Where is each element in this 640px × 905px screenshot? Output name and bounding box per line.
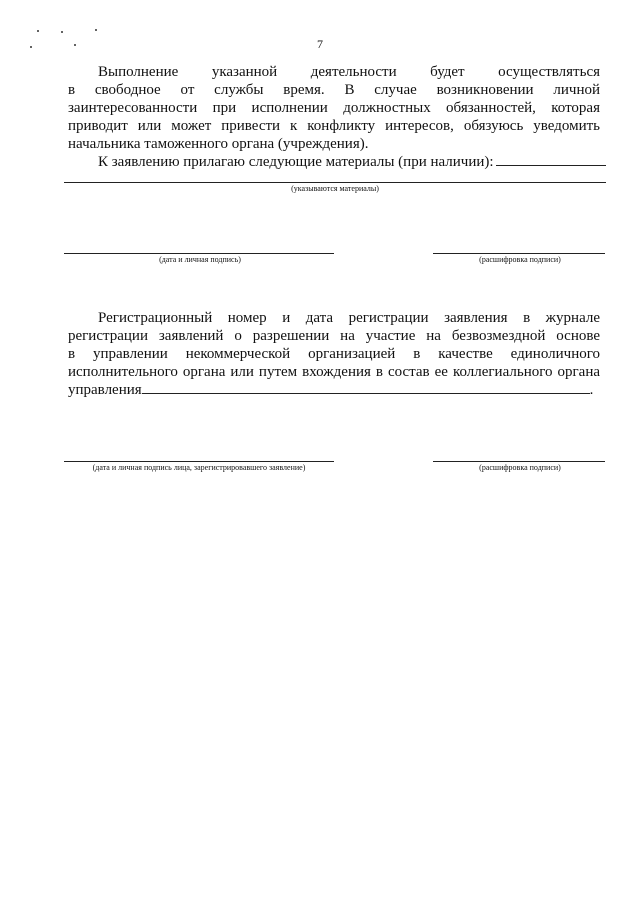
- registration-prefix: управления: [68, 382, 142, 398]
- paragraph-line: начальника таможенного органа (учреждения).: [68, 136, 369, 152]
- signature-date-line: [64, 253, 334, 254]
- attachments-fill-line: [496, 153, 606, 166]
- paragraph-activity-statement: [68, 63, 600, 153]
- registrar-date-line: [64, 461, 334, 462]
- paragraph-line: в свободное от службы время. В случае возникновении личной: [68, 82, 600, 98]
- registration-fill-line: [142, 381, 590, 394]
- paragraph-line: приводит или может привести к конфликту интересов, обязуюсь уведомить: [68, 118, 600, 134]
- scan-speck: [61, 31, 63, 33]
- attachments-line: [64, 182, 606, 183]
- paragraph-line: [68, 381, 600, 399]
- paragraph-line: в управлении некоммерческой организацией в качестве единоличного: [68, 346, 600, 362]
- attachments-caption: (указываются материалы): [291, 184, 379, 193]
- paragraph-line: Выполнение указанной деятельности будет осуществляться: [98, 64, 600, 80]
- paragraph-line: заинтересованности при исполнении должностных обязанностей, которая: [68, 100, 600, 116]
- scan-speck: [37, 30, 39, 32]
- registrar-date-caption: (дата и личная подпись лица, зарегистрировавшего заявление): [92, 463, 306, 472]
- attachments-statement: [68, 153, 600, 171]
- paragraph-line: исполнительного органа или путем вхождения в состав ее коллегиального органа: [68, 364, 600, 380]
- paragraph-line: Регистрационный номер и дата регистрации заявления в журнале: [98, 310, 600, 326]
- page-number: 7: [317, 37, 323, 51]
- scan-speck: [95, 29, 97, 31]
- attachments-text: К заявлению прилагаю следующие материалы (при наличии):: [98, 154, 494, 170]
- paragraph-registration: [68, 309, 600, 399]
- signature-decode-line: [433, 253, 605, 254]
- registrar-decode-caption: (расшифровка подписи): [479, 463, 561, 472]
- registrar-decode-line: [433, 461, 605, 462]
- registration-suffix: .: [589, 382, 594, 398]
- paragraph-line: регистрации заявлений о разрешении на участие на безвозмездной основе: [68, 328, 600, 344]
- signature-decode-caption: (расшифровка подписи): [479, 255, 561, 264]
- signature-date-caption: (дата и личная подпись): [159, 255, 241, 264]
